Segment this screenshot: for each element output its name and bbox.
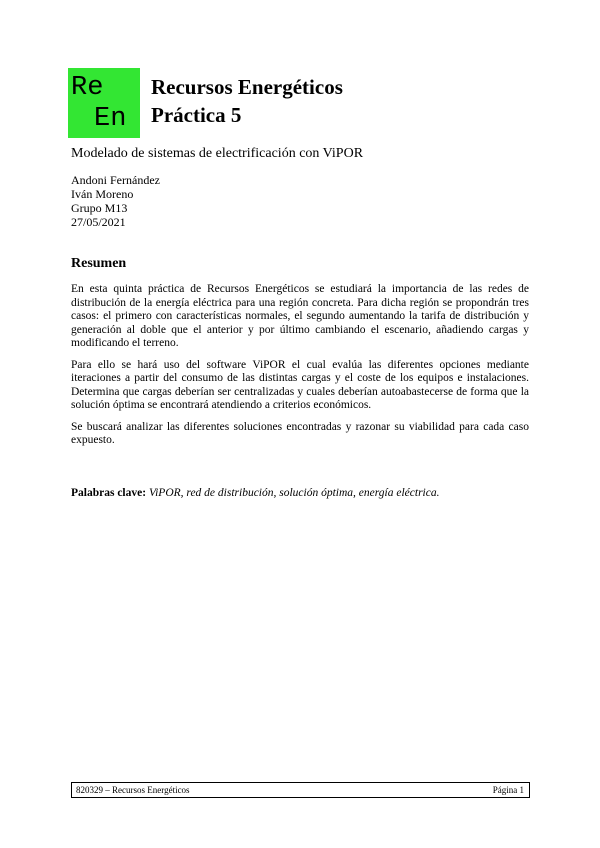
keywords-label: Palabras clave: — [71, 487, 147, 499]
document-subtitle-practice: Práctica 5 — [151, 103, 242, 127]
abstract-heading: Resumen — [71, 256, 127, 271]
document-topic: Modelado de sistemas de electrificación con ViPOR — [71, 146, 364, 161]
page-footer — [71, 782, 530, 798]
logo-text-bottom: En — [94, 104, 127, 134]
keywords-text: ViPOR, red de distribución, solución óptima, energía eléctrica. — [148, 487, 440, 499]
logo-text-top: Re — [71, 73, 104, 103]
keywords — [71, 487, 529, 501]
abstract-body — [71, 283, 529, 456]
abstract-paragraph: Se buscará analizar las diferentes soluciones encontradas y razonar su viabilidad para cada caso expuesto. — [71, 420, 529, 446]
logo — [68, 68, 140, 138]
author-name: Iván Moreno — [71, 187, 134, 201]
document-date: 27/05/2021 — [71, 215, 126, 229]
footer-page-number: Página 1 — [492, 785, 524, 795]
author-block — [71, 173, 160, 229]
abstract-paragraph: En esta quinta práctica de Recursos Energéticos se estudiará la importancia de las redes de distribución de la energía eléctrica para una región concreta. Para dicha región se propondrán tres casos: el primero con características normales, el segundo aumentando la tarifa de distribución y generación al doble que el anterior y por último cambiando el escenario, añadiendo cargas y modificando el terreno. — [71, 283, 529, 349]
abstract-paragraph: Para ello se hará uso del software ViPOR el cual evalúa las diferentes opciones mediante iteraciones a partir del consumo de las distintas cargas y el coste de los equipos e instalaciones. Determina que cargas deberían ser centralizadas y cuales deberían autoabastecerse de forma que la solución óptima se encontrará atendiendo a criterios económicos. — [71, 358, 529, 411]
footer-course: 820329 – Recursos Energéticos — [76, 785, 190, 795]
group-name: Grupo M13 — [71, 201, 128, 215]
document-title: Recursos Energéticos — [151, 75, 343, 99]
author-name: Andoni Fernández — [71, 173, 160, 187]
